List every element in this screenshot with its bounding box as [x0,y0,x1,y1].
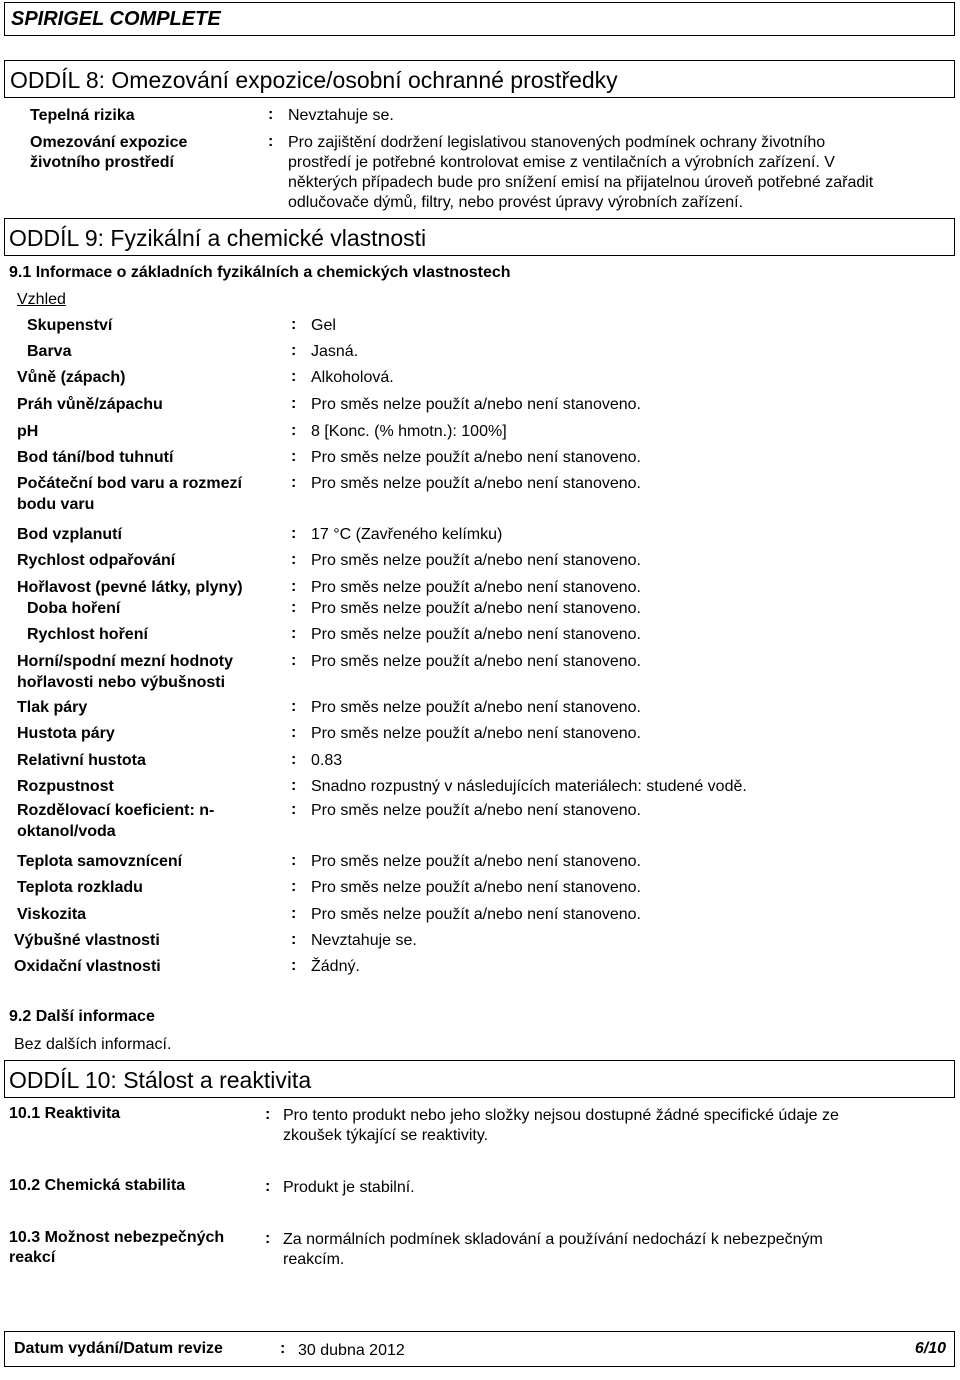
property-label: Bod vzplanutí [17,526,122,543]
property-label: Relativní hustota [17,752,146,769]
label-env-exposure-line2: životního prostředí [30,154,174,171]
property-value: Pro směs nelze použít a/nebo není stanoveno. [311,475,641,492]
footer-colon: : [280,1340,286,1357]
section-10-title: ODDÍL 10: Stálost a reaktivita [9,1067,312,1093]
property-label: Tlak páry [17,699,88,716]
section-10-header [4,1060,955,1098]
colon: : [291,777,297,794]
further-info-text: Bez dalších informací. [14,1036,172,1053]
property-value: Gel [311,317,336,334]
property-value: 8 [Konc. (% hmotn.): 100%] [311,423,507,440]
property-value: Pro směs nelze použít a/nebo není stanoveno. [311,906,641,923]
colon: : [291,551,297,568]
property-value: 17 °C (Zavřeného kelímku) [311,526,503,543]
property-value: Pro směs nelze použít a/nebo není stanoveno. [311,802,641,819]
property-label: Vůně (zápach) [17,369,126,386]
value-env-exposure-line3: některých případech bude pro snížení emisí na přijatelnou úroveň potřebné zařadit [288,174,874,191]
colon: : [291,578,297,595]
property-value: Pro směs nelze použít a/nebo není stanoveno. [311,853,641,870]
property-value: Žádný. [311,958,360,975]
label-hazardous-reactions-line1: 10.3 Možnost nebezpečných [9,1229,225,1246]
colon: : [291,801,297,818]
property-label-line2: oktanol/voda [17,823,116,840]
section-8-header [4,60,955,98]
value-reactivity-line1: Pro tento produkt nebo jeho složky nejsou dostupné žádné specifické údaje ze [283,1107,839,1124]
value-env-exposure-line4: odlučovače dýmů, filtry, nebo provést úpravy výrobních zařízení. [288,194,744,211]
property-label: Teplota samovznícení [17,853,183,870]
property-value: Pro směs nelze použít a/nebo není stanoveno. [311,396,641,413]
property-label: Barva [27,343,72,360]
colon: : [291,625,297,642]
page-number: 6/10 [914,1340,946,1357]
property-value: Pro směs nelze použít a/nebo není stanoveno. [311,579,641,596]
property-value: Jasná. [311,343,359,360]
property-label: Rychlost odpařování [17,552,176,569]
label-chemical-stability: 10.2 Chemická stabilita [9,1177,186,1194]
document-header [4,2,955,36]
property-label-line2: bodu varu [17,496,95,513]
subsection-9-1-title: 9.1 Informace o základních fyzikálních a chemických vlastnostech [9,264,511,281]
value-hazardous-reactions-line1: Za normálních podmínek skladování a používání nedochází k nebezpečným [283,1231,823,1248]
property-label: Bod tání/bod tuhnutí [17,449,174,466]
property-label: Viskozita [17,906,87,923]
property-value: Pro směs nelze použít a/nebo není stanoveno. [311,449,641,466]
subsection-9-2-title: 9.2 Další informace [9,1008,155,1025]
colon: : [291,878,297,895]
property-value: Pro směs nelze použít a/nebo není stanoveno. [311,879,641,896]
value-thermal-hazards: Nevztahuje se. [288,107,394,124]
colon: : [291,599,297,616]
property-label: Oxidační vlastnosti [14,958,161,975]
value-env-exposure-line2: prostředí je potřebné kontrolovat emise z ventilačních a výrobních zařízení. V [288,154,835,171]
colon: : [291,474,297,491]
footer-date-label: Datum vydání/Datum revize [14,1340,223,1357]
property-label-line1: Rozdělovací koeficient: n- [17,802,215,819]
property-label: Skupenství [27,317,113,334]
colon: : [291,368,297,385]
label-hazardous-reactions-line2: reakcí [9,1249,56,1266]
property-value: 0.83 [311,752,343,769]
colon: : [291,525,297,542]
property-label: Hořlavost (pevné látky, plyny) [17,579,243,596]
property-label: Rychlost hoření [27,626,148,643]
property-label: Rozpustnost [17,778,114,795]
property-label-line1: Počáteční bod varu a rozmezí [17,475,242,492]
colon: : [291,957,297,974]
property-value: Nevztahuje se. [311,932,417,949]
colon: : [291,931,297,948]
property-label: Teplota rozkladu [17,879,143,896]
value-chemical-stability: Produkt je stabilní. [283,1179,415,1196]
product-title: SPIRIGEL COMPLETE [11,8,221,30]
colon: : [291,316,297,333]
property-label: Výbušné vlastnosti [14,932,160,949]
appearance-heading: Vzhled [17,291,66,308]
colon: : [291,905,297,922]
value-env-exposure-line1: Pro zajištění dodržení legislativou stanovených podmínek ochrany životního [288,134,826,151]
colon: : [291,852,297,869]
section-9-header [4,218,955,256]
colon: : [265,1230,271,1247]
property-value: Pro směs nelze použít a/nebo není stanoveno. [311,600,641,617]
value-hazardous-reactions-line2: reakcím. [283,1251,345,1268]
property-value: Pro směs nelze použít a/nebo není stanoveno. [311,653,641,670]
colon: : [291,422,297,439]
value-reactivity-line2: zkoušek týkající se reaktivity. [283,1127,489,1144]
property-label: Práh vůně/zápachu [17,396,163,413]
colon: : [291,698,297,715]
colon: : [291,751,297,768]
property-label: Doba hoření [27,600,121,617]
property-label-line1: Horní/spodní mezní hodnoty [17,653,233,670]
property-value: Pro směs nelze použít a/nebo není stanoveno. [311,725,641,742]
property-label-line2: hořlavosti nebo výbušnosti [17,674,226,691]
property-label: pH [17,423,39,440]
colon: : [291,395,297,412]
property-value: Pro směs nelze použít a/nebo není stanoveno. [311,699,641,716]
section-8-title: ODDÍL 8: Omezování expozice/osobní ochranné prostředky [10,67,618,93]
colon: : [291,724,297,741]
footer-date-value: 30 dubna 2012 [298,1342,405,1359]
document-footer [4,1331,955,1367]
property-value: Alkoholová. [311,369,394,386]
property-value: Pro směs nelze použít a/nebo není stanoveno. [311,552,641,569]
colon: : [265,1178,271,1195]
colon: : [291,652,297,669]
colon: : [265,1106,271,1123]
colon: : [291,448,297,465]
property-value: Pro směs nelze použít a/nebo není stanoveno. [311,626,641,643]
colon: : [268,106,274,123]
label-thermal-hazards: Tepelná rizika [30,107,135,124]
property-label: Hustota páry [17,725,115,742]
label-reactivity: 10.1 Reaktivita [9,1105,121,1122]
label-env-exposure-line1: Omezování expozice [30,134,188,151]
colon: : [291,342,297,359]
section-9-title: ODDÍL 9: Fyzikální a chemické vlastnosti [9,225,427,251]
property-value: Snadno rozpustný v následujících materiálech: studené vodě. [311,778,747,795]
colon: : [268,133,274,150]
